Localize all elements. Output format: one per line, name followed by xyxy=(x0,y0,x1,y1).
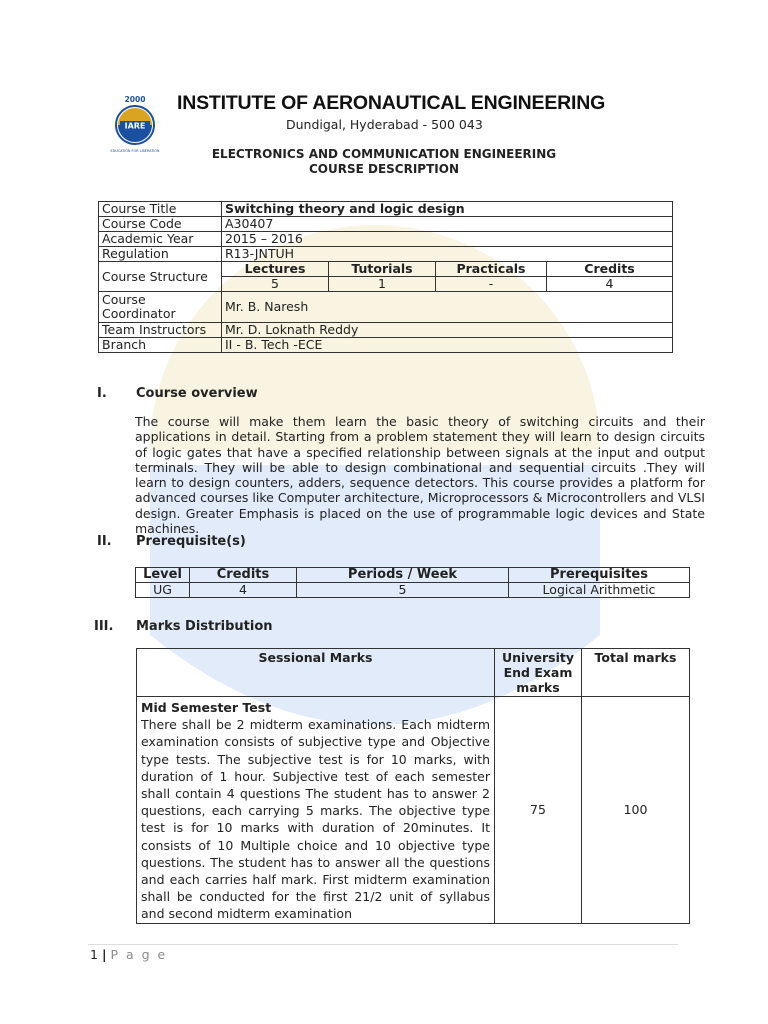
table-row xyxy=(99,323,673,338)
page-number: 1 xyxy=(90,947,98,962)
course-structure-label: Course Structure xyxy=(99,262,222,292)
structure-header-tutorials: Tutorials xyxy=(329,262,436,277)
structure-header-lectures: Lectures xyxy=(222,262,329,277)
course-title-label: Course Title xyxy=(99,202,222,217)
mid-semester-title: Mid Semester Test xyxy=(141,700,272,715)
cell-credits: 4 xyxy=(190,583,297,598)
structure-value-tutorials: 1 xyxy=(329,277,436,292)
university-marks-value: 75 xyxy=(495,697,582,924)
page-label: P a g e xyxy=(110,947,168,962)
cell-prerequisites: Logical Arithmetic xyxy=(509,583,690,598)
structure-value-lectures: 5 xyxy=(222,277,329,292)
table-row xyxy=(99,247,673,262)
academic-year-label: Academic Year xyxy=(99,232,222,247)
course-code-label: Course Code xyxy=(99,217,222,232)
header-prerequisites: Prerequisites xyxy=(509,568,690,583)
header-total-marks: Total marks xyxy=(582,649,690,697)
structure-header-practicals: Practicals xyxy=(436,262,547,277)
section-number: I. xyxy=(97,386,107,401)
footer-divider xyxy=(88,944,678,945)
table-row xyxy=(137,697,690,924)
section-title: Marks Distribution xyxy=(136,619,273,634)
instructors-label: Team Instructors xyxy=(99,323,222,338)
course-code-value: A30407 xyxy=(222,217,673,232)
regulation-label: Regulation xyxy=(99,247,222,262)
table-row xyxy=(99,262,673,277)
mid-semester-text: There shall be 2 midterm examinations. Each midterm examination consists of subjective type and Objective type tests. The subjective test is for 10 marks, with duration of 1 hour. Subjective test of each semester shall contain 4 questions The student has to answer 2 questions, each carrying 5 marks. The objective type test is for 10 marks with duration of 20minutes. It consists of 10 Multiple choice and 10 objective type questions. The student has to answer all the questions and each carries half mark. First midterm examination shall be conducted for the first 21/2 unit of syllabus and second midterm examination xyxy=(141,717,490,922)
header-sessional-marks: Sessional Marks xyxy=(137,649,495,697)
mid-semester-cell xyxy=(137,697,495,924)
page-footer xyxy=(90,947,167,962)
section-title: Course overview xyxy=(136,386,258,401)
table-row xyxy=(99,217,673,232)
logo-year: 2000 xyxy=(124,95,146,104)
table-row xyxy=(136,583,690,598)
institute-name: INSTITUTE OF AERONAUTICAL ENGINEERING xyxy=(177,92,606,114)
table-row xyxy=(99,338,673,353)
structure-header-credits: Credits xyxy=(547,262,673,277)
regulation-value: R13-JNTUH xyxy=(222,247,673,262)
coordinator-value: Mr. B. Naresh xyxy=(222,292,673,323)
table-header-row xyxy=(136,568,690,583)
section-number: III. xyxy=(94,619,114,634)
page-separator: | xyxy=(101,947,107,962)
header-credits: Credits xyxy=(190,568,297,583)
section-title: Prerequisite(s) xyxy=(136,534,246,549)
course-info-table xyxy=(98,201,673,353)
academic-year-value: 2015 – 2016 xyxy=(222,232,673,247)
prerequisites-table xyxy=(135,567,690,598)
table-row xyxy=(99,292,673,323)
branch-value: II - B. Tech -ECE xyxy=(222,338,673,353)
course-title-value: Switching theory and logic design xyxy=(222,202,673,217)
marks-distribution-table xyxy=(136,648,690,924)
coordinator-label: Course Coordinator xyxy=(99,292,222,323)
cell-periods-week: 5 xyxy=(297,583,509,598)
document-title: COURSE DESCRIPTION xyxy=(308,162,459,176)
department-name: ELECTRONICS AND COMMUNICATION ENGINEERING xyxy=(211,147,557,161)
institute-address: Dundigal, Hyderabad - 500 043 xyxy=(286,117,483,132)
logo-motto: EDUCATION FOR LIBERATION xyxy=(110,149,160,153)
instructors-value: Mr. D. Loknath Reddy xyxy=(222,323,673,338)
structure-value-practicals: - xyxy=(436,277,547,292)
table-header-row xyxy=(137,649,690,697)
structure-value-credits: 4 xyxy=(547,277,673,292)
table-row xyxy=(99,202,673,217)
department-heading xyxy=(0,147,768,177)
header-level: Level xyxy=(136,568,190,583)
course-overview-text: The course will make them learn the basic theory of switching circuits and their applications in detail. Starting from a problem statement they will learn to design circuits of logic gates that have a specified relationship between signals at the input and output terminals. They will be able to design combinational and sequential circuits .They will learn to design counters, adders, sequence detectors. This course provides a platform for advanced courses like Computer architecture, Microprocessors & Microcontrollers and VLSI design. Greater Emphasis is placed on the use of programmable logic devices and State machines. xyxy=(135,414,705,537)
total-marks-value: 100 xyxy=(582,697,690,924)
logo-text: IARE xyxy=(124,121,146,131)
header-periods-week: Periods / Week xyxy=(297,568,509,583)
section-number: II. xyxy=(97,534,112,549)
cell-level: UG xyxy=(136,583,190,598)
table-row xyxy=(99,232,673,247)
header-university-marks: University End Exam marks xyxy=(495,649,582,697)
branch-label: Branch xyxy=(99,338,222,353)
